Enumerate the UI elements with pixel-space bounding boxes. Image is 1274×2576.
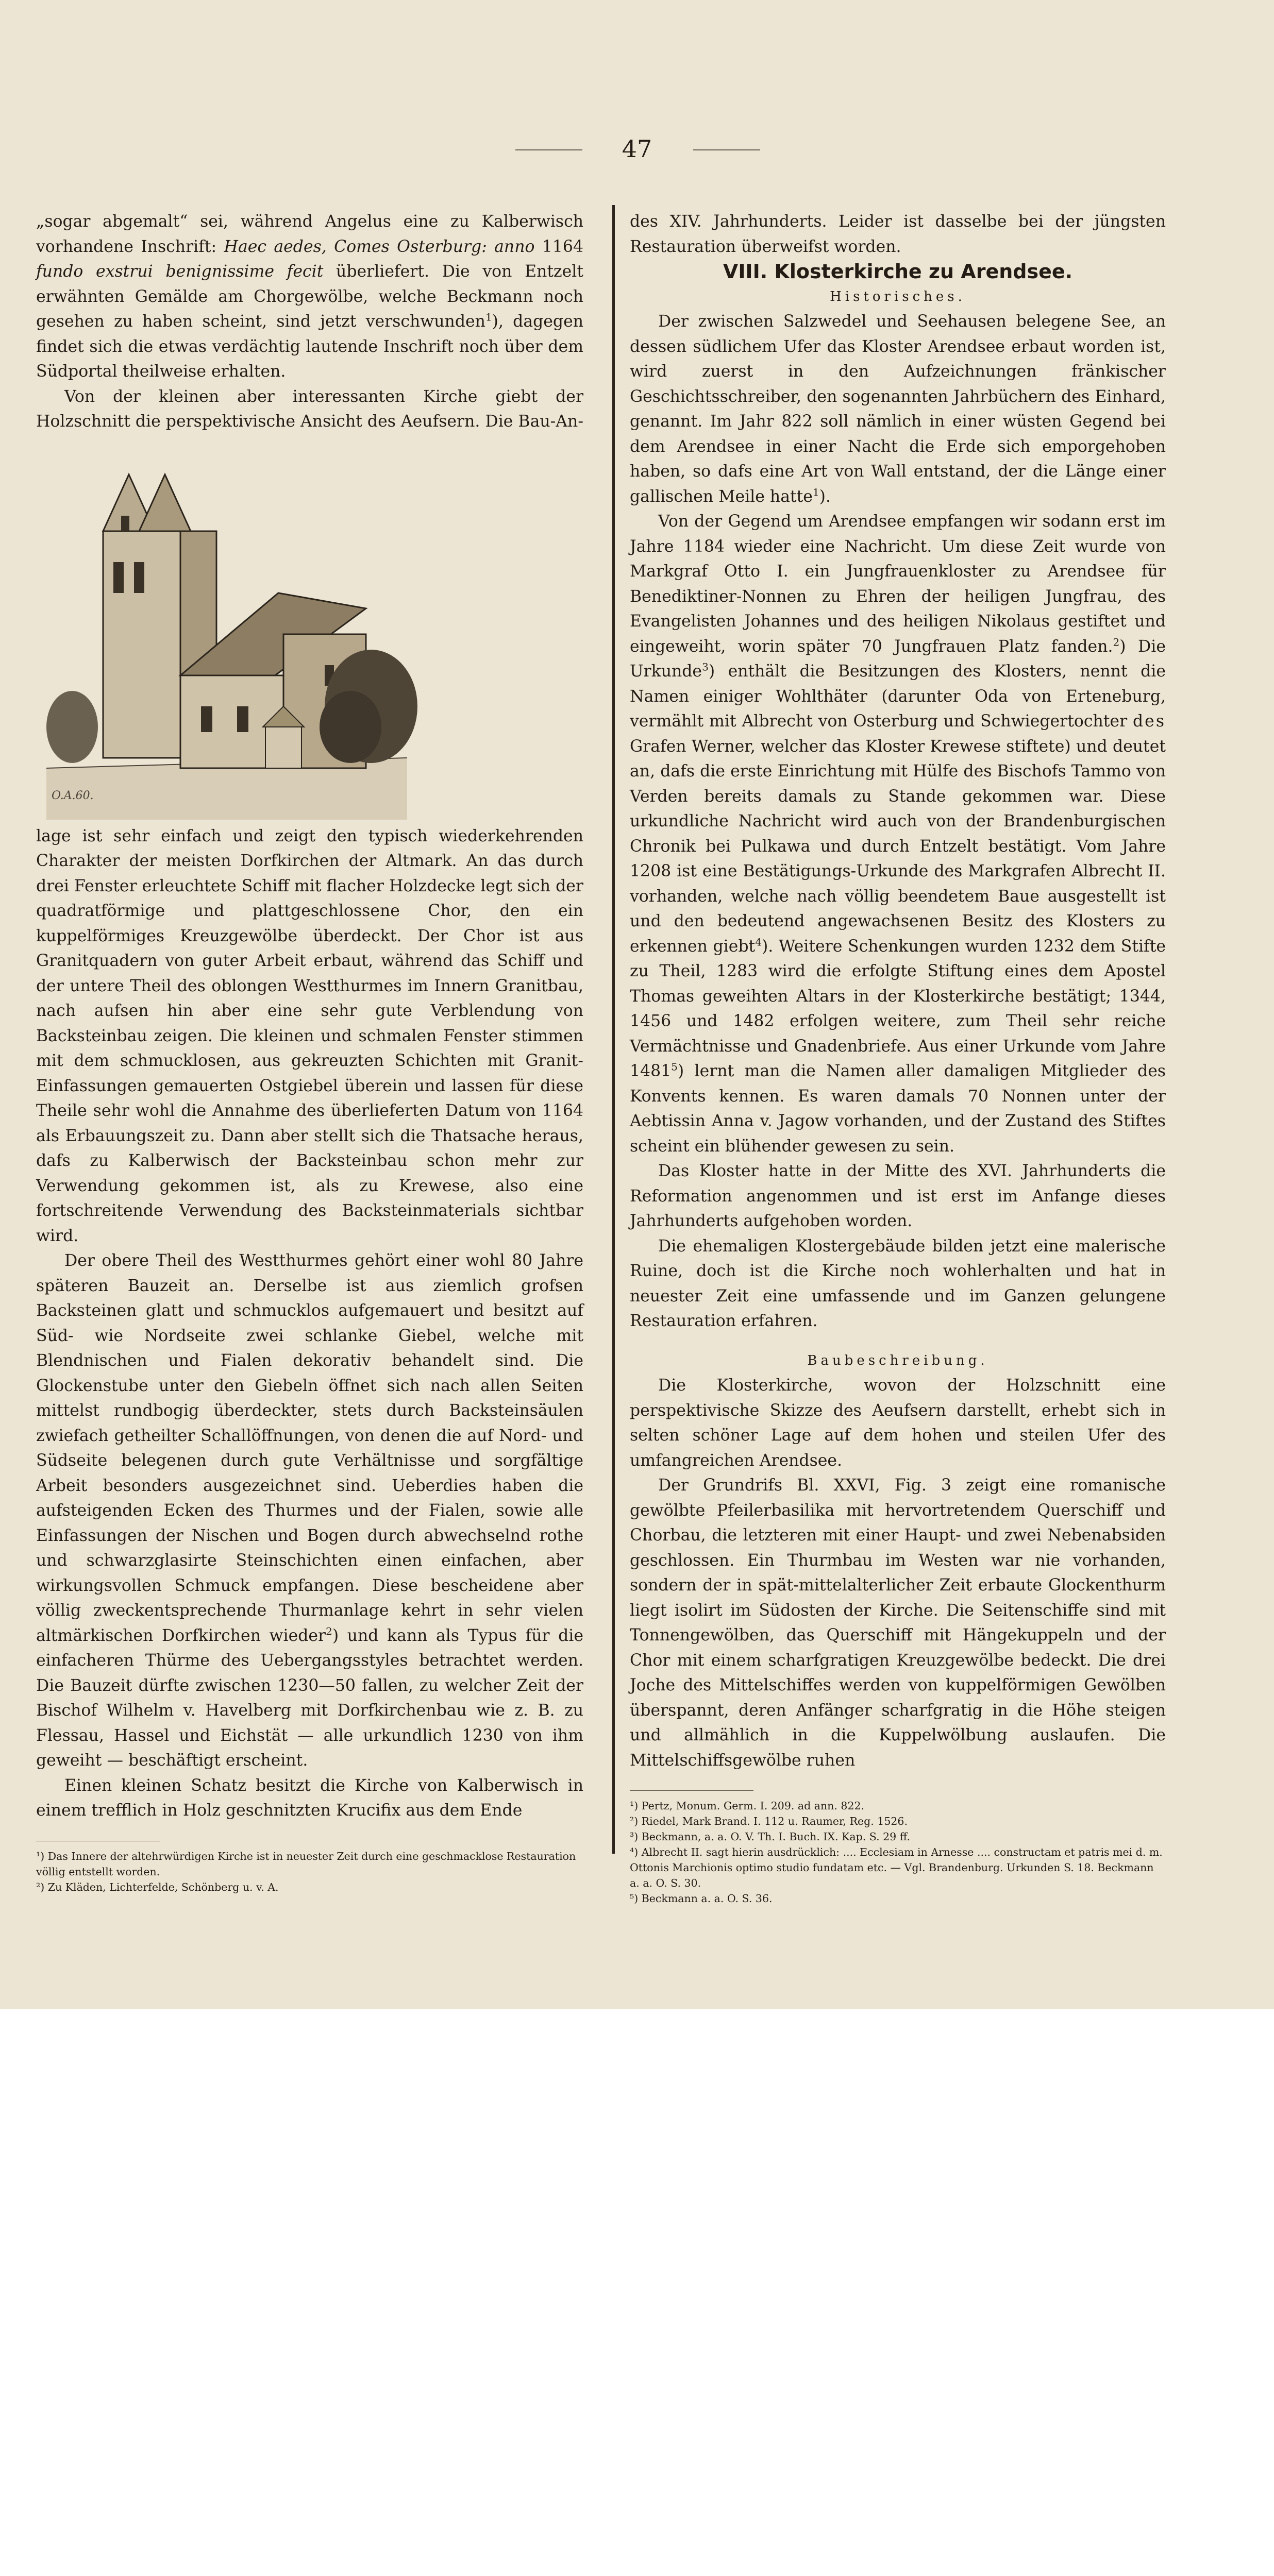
paragraph: [630, 509, 1166, 1159]
footnote: ¹) Pertz, Monum. Germ. I. 209. ad ann. 822.: [630, 1800, 865, 1812]
footnote-ref: 1: [485, 311, 492, 324]
text: „sogar abgemalt“ sei, während Angelus eine zu Kalberwisch vorhandene Inschrift:: [36, 212, 583, 256]
paragraph: Die Klosterkirche, wovon der Holzschnitt eine perspektivische Skizze des Aeufsern darstellt, erhebt sich in selten schöner Lage auf dem hohen und steilen Ufer des umfangreichen Arendsee.: [630, 1376, 1166, 1470]
paragraph: Der Grundrifs Bl. XXVI, Fig. 3 zeigt eine romanische gewölbte Pfeilerbasilika mit hervortretendem Querschiff und Chorbau, die letzteren mit einer Haupt- und zwei Nebenabsiden geschlossen. Ein Thurmbau im Westen war nie vorhanden, sondern der in spät-mittelalterlicher Zeit erbaute Glockenthurm liegt isolirt im Südosten der Kirche. Die Seitenschiffe sind mit Tonnengewölben, das Querschiff mit Hängekuppeln und der Chor mit einem scharfgratigen Kreuzgewölbe bedeckt. Die drei Joche des Mittelschiffes werden von kuppelförmigen Gewölben überspannt, deren Anfänger scharfgratig in die Höhe steigen und allmählich in die Kuppelwölbung auslaufen. Die Mittelschiffsgewölbe ruhen: [630, 1476, 1166, 1770]
footnote: ³) Beckmann, a. a. O. V. Th. I. Buch. IX. Kap. S. 29 ff.: [630, 1831, 911, 1843]
footnote-ref: 2: [1113, 636, 1120, 648]
footnote: ²) Zu Kläden, Lichterfelde, Schönberg u. v. A.: [36, 1880, 279, 1893]
footnote-ref: 3: [702, 660, 709, 673]
header-rule-right: [693, 149, 760, 150]
paragraph: lage ist sehr einfach und zeigt den typisch wiederkehrenden Charakter der meisten Dorfkirchen der Altmark. An das durch drei Fenster erleuchtete Schiff mit flacher Holzdecke legt sich der quadratförmige und plattgeschlossene Chor, den ein kuppelförmiges Kreuzgewölbe überdeckt. Der Chor ist aus Granitquadern von guter Arbeit erbaut, während das Schiff und der untere Theil des oblongen Westthurmes im Innern Granitbau, nach aufsen hin aber eine sehr gute Verblendung von Backsteinbau zeigen. Die kleinen und schmalen Fenster stimmen mit dem schmucklosen, aus gekreuzten Schichten mit Granit-Einfassungen gemauerten Ostgiebel überein und lassen für diese Theile sehr wohl die Annahme des überlieferten Datum von 1164 als Erbauungszeit zu. Dann aber stellt sich die Thatsache heraus, dafs zu Kalberwisch der Backsteinbau schon mehr zur Verwendung gekommen ist, als zu Krewese, also eine fortschreitende Verwendung des Backsteinmaterials sichtbar wird.: [36, 826, 583, 1245]
footnote-ref: 1: [812, 486, 819, 498]
spaced-word: des: [1133, 712, 1166, 731]
text: ) lernt man die Namen aller damaligen Mitglieder des Konvents kennen. Es waren damals 70 Nonnen unter der Aebtissin Anna v. Jagow vorhanden, und der Zustand des Stiftes scheint ein blühender gewesen zu sein.: [630, 1062, 1166, 1156]
subheading: Historisches.: [830, 289, 966, 304]
figure-signature: O.A.60.: [52, 789, 94, 802]
paragraph: [36, 209, 583, 384]
footnote: ⁵) Beckmann a. a. O. S. 36.: [630, 1892, 773, 1905]
subheading: Baubeschreibung.: [807, 1352, 988, 1368]
page-number: 47: [622, 135, 652, 163]
left-column: [36, 209, 583, 1895]
footnote-ref: 5: [671, 1060, 678, 1073]
text: Der zwischen Salzwedel und Seehausen belegene See, an dessen südlichem Ufer das Kloster Arendsee erbaut worden ist, wird zuerst in den Aufzeichnungen fränkischer Geschichtsschreiber, den sogenannten Jahrbüchern des Einhard, genannt. Im Jahr 822 soll nämlich in einer wüsten Gegend bei dem Arendsee in einer Nacht die Erde sich emporgehoben haben, so dafs eine Art von Wall entstand, der die Länge einer gallischen Meile hatte: [630, 312, 1166, 506]
inscription: Haec aedes, Comes Osterburg: anno: [224, 237, 535, 256]
paragraph: Die ehemaligen Klostergebäude bilden jetzt eine malerische Ruine, doch ist die Kirche noch wohlerhalten und hat in neuester Zeit eine umfassende und im Ganzen gelungene Restauration erfahren.: [630, 1236, 1166, 1330]
paragraph: des XIV. Jahrhunderts. Leider ist dasselbe bei der jüngsten Restauration überweifst worden.: [630, 212, 1166, 256]
paragraph: Das Kloster hatte in der Mitte des XVI. Jahrhunderts die Reformation angenommen und ist erst im Anfange dieses Jahrhunderts aufgehoben worden.: [630, 1162, 1166, 1230]
right-column: [630, 209, 1166, 1906]
text: 1164: [534, 237, 583, 256]
inscription: fundo exstrui benignissime fecit: [36, 262, 324, 281]
footnote-ref: 2: [326, 1625, 332, 1637]
footnote-ref: 4: [755, 936, 762, 948]
footnote: ¹) Das Innere der altehrwürdigen Kirche ist in neuester Zeit durch eine geschmacklose Restauration völlig entstellt worden.: [36, 1850, 576, 1878]
text: ) enthält die Besitzungen des Klosters, nennt die Namen einiger Wohlthäter (darunter Oda von Erteneburg, vermählt mit Albrecht von Osterburg und Schwiegertochter: [630, 662, 1166, 731]
woodcut-figure: [36, 438, 583, 820]
text: Grafen Werner, welcher das Kloster Krewese stiftete) und deutet an, dafs die erste Einrichtung mit Hülfe des Bischofs Tammo von Verden bereits damals zu Stande gekommen war. Diese urkundliche Nachricht wird auch von der Brandenburgischen Chronik bei Pulkawa und durch Entzelt bestätigt. Vom Jahre 1208 ist eine Bestätigungs-Urkunde des Markgrafen Albrecht II. vorhanden, welche nach völlig beendetem Baue ausgestellt ist und den bedeutend angewachsenen Besitz des Klosters zu erkennen giebt: [630, 737, 1166, 956]
footer-bar: [0, 2009, 1274, 2106]
paragraph: Einen kleinen Schatz besitzt die Kirche von Kalberwisch in einem trefflich in Holz geschnitzten Krucifix aus dem Ende: [36, 1776, 583, 1820]
text: Der obere Theil des Westthurmes gehört einer wohl 80 Jahre späteren Bauzeit an. Derselbe ist aus ziemlich grofsen Backsteinen glatt und schmucklos aufgemauert und besitzt auf Süd- wie Nordseite zwei schlanke Giebel, welche mit Blendnischen und Fialen dekorativ behandelt sind. Die Glockenstube unter den Giebeln öffnet sich nach allen Seiten mittelst rundbogig überdeckter, stets durch Backsteinsäulen zwiefach getheilter Schallöffnungen, von denen die auf Nord- und Südseite belegenen durch gute Verhältnisse und sorgfältige Arbeit besonders ausgezeichnet sind. Ueberdies haben die aufsteigenden Ecken des Thurmes und der Fialen, sowie alle Einfassungen der Nischen und Bogen durch abwechselnd rothe und schwarzglasirte Steinschichten einen einfachen, aber wirkungsvollen Schmuck empfangen. Diese bescheidene aber völlig zweckentsprechende Thurmanlage kehrt in sehr vielen altmärkischen Dorfkirchen wieder: [36, 1251, 583, 1645]
text: ), dagegen findet sich die etwas verdächtig lautende Inschrift noch über dem Südportal theilweise erhalten.: [36, 312, 583, 381]
section-heading: VIII. Klosterkirche zu Arendsee.: [723, 260, 1073, 283]
column-separator: [612, 205, 615, 1854]
text: ). Weitere Schenkungen wurden 1232 dem Stifte zu Theil, 1283 wird die erfolgte Stiftung eines dem Apostel Thomas geweihten Altars in der Klosterkirche bestätigt; 1344, 1456 und 1482 erfolgen weitere, zum Theil sehr reiche Vermächtnisse und Gnadenbriefe. Aus einer Urkunde vom Jahre 1481: [630, 937, 1166, 1080]
text: ).: [819, 487, 831, 506]
paragraph: Von der kleinen aber interessanten Kirche giebt der Holzschnitt die perspektivische Ansicht des Aeufsern. Die Bau-An-: [36, 387, 583, 431]
paragraph: [630, 309, 1166, 509]
text: überliefert. Die von Entzelt erwähnten Gemälde am Chorgewölbe, welche Beckmann noch gesehen zu haben scheint, sind jetzt verschwunden: [36, 262, 583, 331]
text: ) und kann als Typus für die einfacheren Thürme des Uebergangsstyles betrachtet werden. Die Bauzeit dürfte zwischen 1230—50 fallen, zu welcher Zeit der Bischof Wilhelm v. Havelberg mit Dorfkirchenbau wie z. B. zu Flessau, Hassel und Eichstät — alle urkundlich 1230 von ihm geweiht — beschäftigt erscheint.: [36, 1626, 583, 1770]
footnote: ⁴) Albrecht II. sagt hierin ausdrücklich: .... Ecclesiam in Arnesse .... constructam et patris mei d. m. Ottonis Marchionis optimo studio fundatam etc. — Vgl. Brandenburg. Urkunden S. 18. Beckmann a. a. O. S. 30.: [630, 1846, 1163, 1889]
footnote: ²) Riedel, Mark Brand. I. 112 u. Raumer, Reg. 1526.: [630, 1815, 908, 1827]
text: Von der Gegend um Arendsee empfangen wir sodann erst im Jahre 1184 wieder eine Nachricht. Um diese Zeit wurde von Markgraf Otto I. ein Jungfrauenkloster zu Arendsee für Benediktiner-Nonnen zu Ehren der heiligen Jungfrau, des Evangelisten Johannes und des heiligen Nikolaus gestiftet und eingeweiht, worin später 70 Jungfrauen Platz fanden.: [630, 512, 1166, 656]
church-illustration: [36, 438, 417, 820]
paragraph: [36, 1248, 583, 1773]
text: ) Die Urkunde: [630, 637, 1166, 681]
footnote-rule: [630, 1790, 753, 1791]
